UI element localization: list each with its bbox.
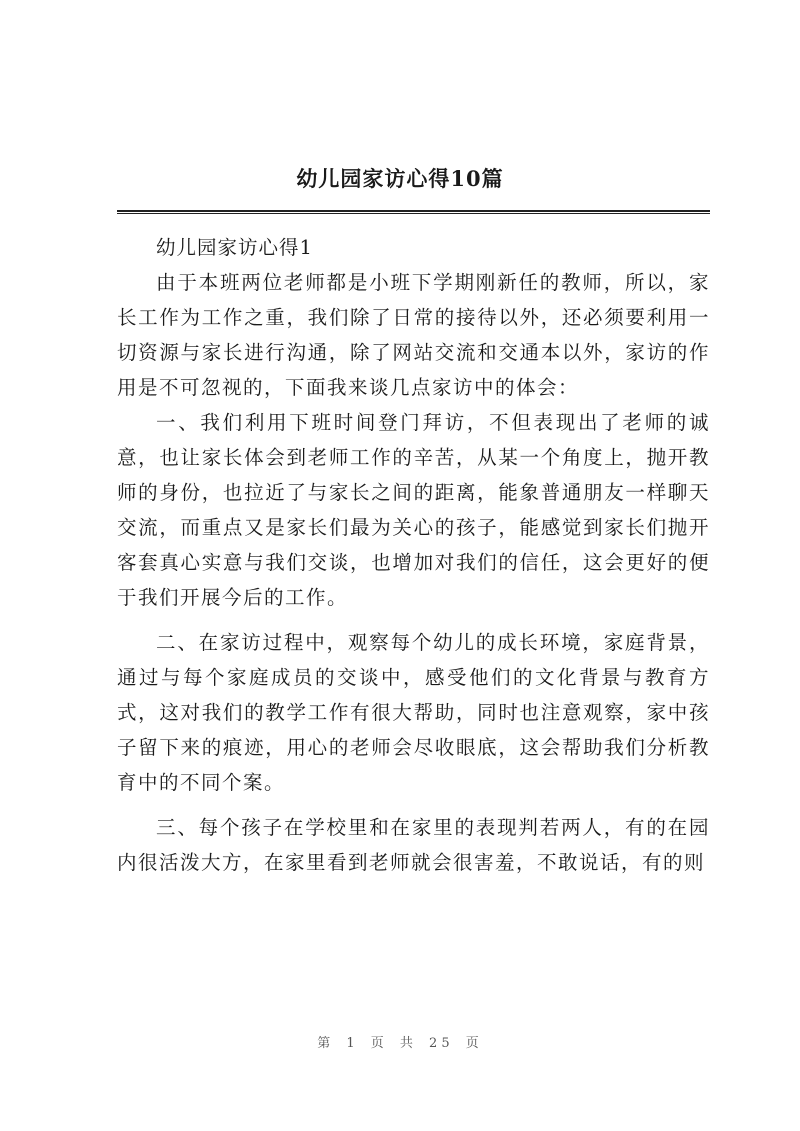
paragraph-point-1: 一、我们利用下班时间登门拜访，不但表现出了老师的诚意，也让家长体会到老师工作的辛苦，从某一个角度上，抛开教师的身份，也拉近了与家长之间的距离，能象普通朋友一样聊天交流，而重点又是家长们最为关心的孩子，能感觉到家长们抛开客套真心实意与我们交谈，也增加对我们的信任，这会更好的便于我们开展今后的工作。 bbox=[117, 411, 710, 609]
document-body bbox=[117, 230, 710, 880]
title-divider bbox=[117, 210, 710, 212]
paragraph-point-2: 二、在家访过程中，观察每个幼儿的成长环境，家庭背景，通过与每个家庭成员的交谈中，感受他们的文化背景与教育方式，这对我们的教学工作有很大帮助，同时也注意观察，家中孩子留下来的痕迹，用心的老师会尽收眼底，这会帮助我们分析教育中的不同个案。 bbox=[117, 631, 710, 794]
document-title: 幼儿园家访心得10篇 bbox=[296, 166, 504, 191]
section-heading: 幼儿园家访心得1 bbox=[156, 236, 313, 259]
paragraph-intro: 由于本班两位老师都是小班下学期刚新任的教师，所以，家长工作为工作之重，我们除了日常的接待以外，还必须要利用一切资源与家长进行沟通，除了网站交流和交通本以外，家访的作用是不可忽视的，下面我来谈几点家访中的体会： bbox=[117, 271, 710, 399]
page-number-footer: 第 1 页 共 25 页 bbox=[317, 1036, 483, 1051]
paragraph-point-3: 三、每个孩子在学校里和在家里的表现判若两人，有的在园内很活泼大方，在家里看到老师就会很害羞，不敢说话，有的则 bbox=[117, 816, 710, 874]
